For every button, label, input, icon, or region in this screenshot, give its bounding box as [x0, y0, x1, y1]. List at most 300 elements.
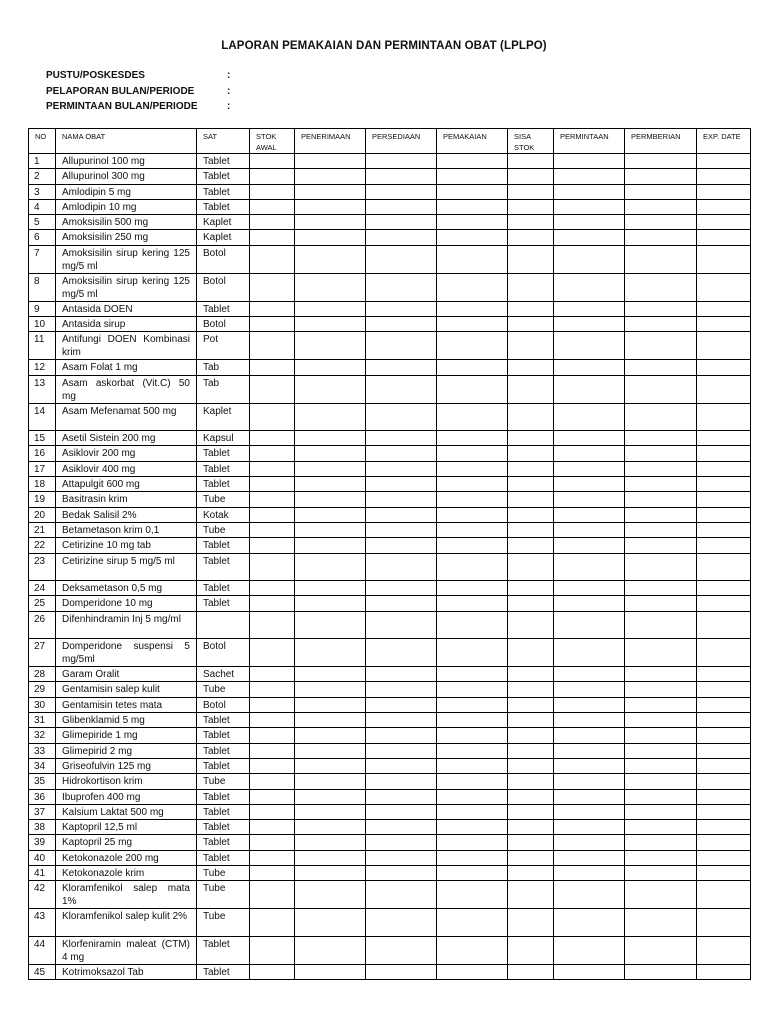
cell-sisa-stok[interactable]: [508, 743, 554, 758]
cell-penerimaan[interactable]: [295, 909, 366, 937]
cell-stok-awal[interactable]: [250, 728, 295, 743]
cell-permintaan[interactable]: [554, 375, 625, 403]
cell-exp-date[interactable]: [697, 667, 751, 682]
cell-stok-awal[interactable]: [250, 596, 295, 611]
cell-permintaan[interactable]: [554, 909, 625, 937]
cell-stok-awal[interactable]: [250, 553, 295, 581]
cell-penerimaan[interactable]: [295, 492, 366, 507]
cell-permintaan[interactable]: [554, 154, 625, 169]
cell-pemakaian[interactable]: [437, 301, 508, 316]
cell-exp-date[interactable]: [697, 360, 751, 375]
cell-sisa-stok[interactable]: [508, 964, 554, 979]
cell-penerimaan[interactable]: [295, 804, 366, 819]
cell-exp-date[interactable]: [697, 581, 751, 596]
cell-sisa-stok[interactable]: [508, 538, 554, 553]
cell-permberian[interactable]: [625, 553, 697, 581]
cell-permintaan[interactable]: [554, 553, 625, 581]
cell-pemakaian[interactable]: [437, 936, 508, 964]
cell-exp-date[interactable]: [697, 317, 751, 332]
cell-penerimaan[interactable]: [295, 461, 366, 476]
cell-permintaan[interactable]: [554, 403, 625, 431]
cell-permintaan[interactable]: [554, 522, 625, 537]
cell-pemakaian[interactable]: [437, 431, 508, 446]
cell-permintaan[interactable]: [554, 667, 625, 682]
cell-stok-awal[interactable]: [250, 964, 295, 979]
cell-exp-date[interactable]: [697, 273, 751, 301]
cell-sisa-stok[interactable]: [508, 596, 554, 611]
cell-persediaan[interactable]: [366, 743, 437, 758]
cell-permintaan[interactable]: [554, 230, 625, 245]
cell-penerimaan[interactable]: [295, 477, 366, 492]
cell-stok-awal[interactable]: [250, 199, 295, 214]
cell-permberian[interactable]: [625, 245, 697, 273]
cell-sisa-stok[interactable]: [508, 804, 554, 819]
cell-persediaan[interactable]: [366, 230, 437, 245]
cell-pemakaian[interactable]: [437, 317, 508, 332]
cell-sisa-stok[interactable]: [508, 492, 554, 507]
cell-persediaan[interactable]: [366, 507, 437, 522]
cell-permberian[interactable]: [625, 431, 697, 446]
cell-pemakaian[interactable]: [437, 881, 508, 909]
cell-permberian[interactable]: [625, 667, 697, 682]
cell-sisa-stok[interactable]: [508, 477, 554, 492]
cell-exp-date[interactable]: [697, 199, 751, 214]
cell-stok-awal[interactable]: [250, 866, 295, 881]
cell-pemakaian[interactable]: [437, 789, 508, 804]
cell-permintaan[interactable]: [554, 360, 625, 375]
cell-stok-awal[interactable]: [250, 639, 295, 667]
cell-stok-awal[interactable]: [250, 230, 295, 245]
cell-pemakaian[interactable]: [437, 713, 508, 728]
cell-stok-awal[interactable]: [250, 713, 295, 728]
cell-permberian[interactable]: [625, 866, 697, 881]
cell-exp-date[interactable]: [697, 431, 751, 446]
cell-penerimaan[interactable]: [295, 169, 366, 184]
cell-exp-date[interactable]: [697, 774, 751, 789]
cell-sisa-stok[interactable]: [508, 273, 554, 301]
cell-penerimaan[interactable]: [295, 774, 366, 789]
cell-penerimaan[interactable]: [295, 507, 366, 522]
cell-penerimaan[interactable]: [295, 697, 366, 712]
cell-penerimaan[interactable]: [295, 522, 366, 537]
cell-permberian[interactable]: [625, 230, 697, 245]
cell-persediaan[interactable]: [366, 581, 437, 596]
cell-exp-date[interactable]: [697, 936, 751, 964]
cell-pemakaian[interactable]: [437, 639, 508, 667]
cell-stok-awal[interactable]: [250, 507, 295, 522]
cell-permberian[interactable]: [625, 199, 697, 214]
cell-sisa-stok[interactable]: [508, 611, 554, 639]
cell-persediaan[interactable]: [366, 301, 437, 316]
cell-permberian[interactable]: [625, 492, 697, 507]
cell-exp-date[interactable]: [697, 215, 751, 230]
cell-stok-awal[interactable]: [250, 758, 295, 773]
cell-exp-date[interactable]: [697, 538, 751, 553]
cell-persediaan[interactable]: [366, 639, 437, 667]
cell-permberian[interactable]: [625, 697, 697, 712]
cell-permintaan[interactable]: [554, 431, 625, 446]
cell-exp-date[interactable]: [697, 492, 751, 507]
cell-permintaan[interactable]: [554, 728, 625, 743]
cell-exp-date[interactable]: [697, 728, 751, 743]
cell-persediaan[interactable]: [366, 245, 437, 273]
cell-permberian[interactable]: [625, 835, 697, 850]
cell-pemakaian[interactable]: [437, 728, 508, 743]
cell-permintaan[interactable]: [554, 774, 625, 789]
cell-pemakaian[interactable]: [437, 538, 508, 553]
cell-permintaan[interactable]: [554, 611, 625, 639]
cell-pemakaian[interactable]: [437, 492, 508, 507]
cell-exp-date[interactable]: [697, 375, 751, 403]
cell-permberian[interactable]: [625, 804, 697, 819]
cell-persediaan[interactable]: [366, 522, 437, 537]
cell-stok-awal[interactable]: [250, 774, 295, 789]
cell-stok-awal[interactable]: [250, 403, 295, 431]
cell-persediaan[interactable]: [366, 682, 437, 697]
cell-penerimaan[interactable]: [295, 743, 366, 758]
cell-persediaan[interactable]: [366, 317, 437, 332]
cell-exp-date[interactable]: [697, 245, 751, 273]
cell-permintaan[interactable]: [554, 317, 625, 332]
cell-permberian[interactable]: [625, 477, 697, 492]
cell-pemakaian[interactable]: [437, 360, 508, 375]
cell-permberian[interactable]: [625, 332, 697, 360]
cell-stok-awal[interactable]: [250, 317, 295, 332]
cell-permintaan[interactable]: [554, 446, 625, 461]
cell-sisa-stok[interactable]: [508, 375, 554, 403]
cell-sisa-stok[interactable]: [508, 881, 554, 909]
cell-penerimaan[interactable]: [295, 403, 366, 431]
cell-persediaan[interactable]: [366, 667, 437, 682]
cell-exp-date[interactable]: [697, 850, 751, 865]
cell-sisa-stok[interactable]: [508, 317, 554, 332]
cell-penerimaan[interactable]: [295, 820, 366, 835]
cell-stok-awal[interactable]: [250, 538, 295, 553]
cell-permberian[interactable]: [625, 936, 697, 964]
cell-sisa-stok[interactable]: [508, 682, 554, 697]
cell-exp-date[interactable]: [697, 446, 751, 461]
cell-sisa-stok[interactable]: [508, 758, 554, 773]
cell-stok-awal[interactable]: [250, 492, 295, 507]
cell-permintaan[interactable]: [554, 866, 625, 881]
cell-pemakaian[interactable]: [437, 461, 508, 476]
cell-penerimaan[interactable]: [295, 611, 366, 639]
cell-sisa-stok[interactable]: [508, 820, 554, 835]
cell-penerimaan[interactable]: [295, 375, 366, 403]
cell-exp-date[interactable]: [697, 835, 751, 850]
cell-sisa-stok[interactable]: [508, 667, 554, 682]
cell-permintaan[interactable]: [554, 743, 625, 758]
cell-persediaan[interactable]: [366, 553, 437, 581]
cell-sisa-stok[interactable]: [508, 553, 554, 581]
cell-permberian[interactable]: [625, 581, 697, 596]
cell-persediaan[interactable]: [366, 909, 437, 937]
cell-penerimaan[interactable]: [295, 154, 366, 169]
cell-penerimaan[interactable]: [295, 317, 366, 332]
cell-permberian[interactable]: [625, 301, 697, 316]
cell-exp-date[interactable]: [697, 507, 751, 522]
cell-persediaan[interactable]: [366, 538, 437, 553]
cell-permintaan[interactable]: [554, 789, 625, 804]
cell-persediaan[interactable]: [366, 713, 437, 728]
cell-permberian[interactable]: [625, 596, 697, 611]
cell-penerimaan[interactable]: [295, 553, 366, 581]
cell-penerimaan[interactable]: [295, 446, 366, 461]
cell-sisa-stok[interactable]: [508, 936, 554, 964]
cell-sisa-stok[interactable]: [508, 154, 554, 169]
cell-stok-awal[interactable]: [250, 909, 295, 937]
cell-sisa-stok[interactable]: [508, 789, 554, 804]
cell-permintaan[interactable]: [554, 199, 625, 214]
cell-penerimaan[interactable]: [295, 273, 366, 301]
cell-permberian[interactable]: [625, 538, 697, 553]
cell-penerimaan[interactable]: [295, 301, 366, 316]
cell-sisa-stok[interactable]: [508, 866, 554, 881]
cell-sisa-stok[interactable]: [508, 697, 554, 712]
cell-pemakaian[interactable]: [437, 184, 508, 199]
cell-pemakaian[interactable]: [437, 553, 508, 581]
cell-persediaan[interactable]: [366, 804, 437, 819]
cell-stok-awal[interactable]: [250, 477, 295, 492]
cell-penerimaan[interactable]: [295, 332, 366, 360]
cell-permintaan[interactable]: [554, 245, 625, 273]
cell-permberian[interactable]: [625, 360, 697, 375]
cell-permintaan[interactable]: [554, 820, 625, 835]
cell-stok-awal[interactable]: [250, 446, 295, 461]
cell-sisa-stok[interactable]: [508, 301, 554, 316]
cell-permberian[interactable]: [625, 215, 697, 230]
cell-permberian[interactable]: [625, 507, 697, 522]
cell-exp-date[interactable]: [697, 964, 751, 979]
cell-permintaan[interactable]: [554, 804, 625, 819]
cell-penerimaan[interactable]: [295, 850, 366, 865]
cell-pemakaian[interactable]: [437, 909, 508, 937]
cell-persediaan[interactable]: [366, 273, 437, 301]
cell-exp-date[interactable]: [697, 758, 751, 773]
cell-persediaan[interactable]: [366, 332, 437, 360]
cell-persediaan[interactable]: [366, 774, 437, 789]
cell-persediaan[interactable]: [366, 789, 437, 804]
cell-sisa-stok[interactable]: [508, 522, 554, 537]
cell-exp-date[interactable]: [697, 804, 751, 819]
cell-stok-awal[interactable]: [250, 245, 295, 273]
cell-penerimaan[interactable]: [295, 667, 366, 682]
cell-pemakaian[interactable]: [437, 581, 508, 596]
cell-permberian[interactable]: [625, 728, 697, 743]
cell-sisa-stok[interactable]: [508, 431, 554, 446]
cell-pemakaian[interactable]: [437, 446, 508, 461]
cell-permberian[interactable]: [625, 611, 697, 639]
cell-sisa-stok[interactable]: [508, 184, 554, 199]
cell-sisa-stok[interactable]: [508, 403, 554, 431]
cell-stok-awal[interactable]: [250, 375, 295, 403]
cell-pemakaian[interactable]: [437, 332, 508, 360]
cell-pemakaian[interactable]: [437, 477, 508, 492]
cell-persediaan[interactable]: [366, 964, 437, 979]
cell-penerimaan[interactable]: [295, 835, 366, 850]
cell-stok-awal[interactable]: [250, 881, 295, 909]
cell-sisa-stok[interactable]: [508, 215, 554, 230]
cell-stok-awal[interactable]: [250, 154, 295, 169]
cell-penerimaan[interactable]: [295, 215, 366, 230]
cell-permintaan[interactable]: [554, 477, 625, 492]
cell-exp-date[interactable]: [697, 461, 751, 476]
cell-exp-date[interactable]: [697, 789, 751, 804]
cell-permberian[interactable]: [625, 169, 697, 184]
cell-sisa-stok[interactable]: [508, 230, 554, 245]
cell-pemakaian[interactable]: [437, 230, 508, 245]
cell-pemakaian[interactable]: [437, 667, 508, 682]
cell-persediaan[interactable]: [366, 184, 437, 199]
cell-pemakaian[interactable]: [437, 403, 508, 431]
cell-permintaan[interactable]: [554, 596, 625, 611]
cell-permberian[interactable]: [625, 713, 697, 728]
cell-stok-awal[interactable]: [250, 360, 295, 375]
cell-pemakaian[interactable]: [437, 964, 508, 979]
cell-stok-awal[interactable]: [250, 273, 295, 301]
cell-persediaan[interactable]: [366, 431, 437, 446]
cell-exp-date[interactable]: [697, 697, 751, 712]
cell-exp-date[interactable]: [697, 332, 751, 360]
cell-sisa-stok[interactable]: [508, 835, 554, 850]
cell-stok-awal[interactable]: [250, 461, 295, 476]
cell-exp-date[interactable]: [697, 403, 751, 431]
cell-stok-awal[interactable]: [250, 522, 295, 537]
cell-persediaan[interactable]: [366, 360, 437, 375]
cell-pemakaian[interactable]: [437, 169, 508, 184]
cell-permberian[interactable]: [625, 446, 697, 461]
cell-permberian[interactable]: [625, 639, 697, 667]
cell-persediaan[interactable]: [366, 866, 437, 881]
cell-pemakaian[interactable]: [437, 850, 508, 865]
cell-persediaan[interactable]: [366, 936, 437, 964]
cell-sisa-stok[interactable]: [508, 332, 554, 360]
cell-exp-date[interactable]: [697, 169, 751, 184]
cell-penerimaan[interactable]: [295, 639, 366, 667]
cell-permberian[interactable]: [625, 461, 697, 476]
cell-permberian[interactable]: [625, 375, 697, 403]
cell-permintaan[interactable]: [554, 461, 625, 476]
cell-permintaan[interactable]: [554, 682, 625, 697]
cell-penerimaan[interactable]: [295, 936, 366, 964]
cell-stok-awal[interactable]: [250, 667, 295, 682]
cell-permberian[interactable]: [625, 154, 697, 169]
cell-penerimaan[interactable]: [295, 713, 366, 728]
cell-permintaan[interactable]: [554, 538, 625, 553]
cell-stok-awal[interactable]: [250, 301, 295, 316]
cell-stok-awal[interactable]: [250, 804, 295, 819]
cell-exp-date[interactable]: [697, 743, 751, 758]
cell-exp-date[interactable]: [697, 713, 751, 728]
cell-persediaan[interactable]: [366, 820, 437, 835]
cell-stok-awal[interactable]: [250, 581, 295, 596]
cell-pemakaian[interactable]: [437, 866, 508, 881]
cell-pemakaian[interactable]: [437, 215, 508, 230]
cell-permintaan[interactable]: [554, 215, 625, 230]
cell-persediaan[interactable]: [366, 596, 437, 611]
cell-permberian[interactable]: [625, 881, 697, 909]
cell-sisa-stok[interactable]: [508, 713, 554, 728]
cell-persediaan[interactable]: [366, 835, 437, 850]
cell-permintaan[interactable]: [554, 835, 625, 850]
cell-stok-awal[interactable]: [250, 184, 295, 199]
cell-penerimaan[interactable]: [295, 581, 366, 596]
cell-sisa-stok[interactable]: [508, 581, 554, 596]
cell-penerimaan[interactable]: [295, 245, 366, 273]
cell-sisa-stok[interactable]: [508, 199, 554, 214]
cell-permberian[interactable]: [625, 774, 697, 789]
cell-persediaan[interactable]: [366, 375, 437, 403]
cell-pemakaian[interactable]: [437, 375, 508, 403]
cell-persediaan[interactable]: [366, 477, 437, 492]
cell-exp-date[interactable]: [697, 154, 751, 169]
cell-pemakaian[interactable]: [437, 507, 508, 522]
cell-penerimaan[interactable]: [295, 964, 366, 979]
cell-pemakaian[interactable]: [437, 154, 508, 169]
cell-pemakaian[interactable]: [437, 697, 508, 712]
cell-pemakaian[interactable]: [437, 758, 508, 773]
cell-persediaan[interactable]: [366, 169, 437, 184]
cell-permintaan[interactable]: [554, 697, 625, 712]
cell-permintaan[interactable]: [554, 936, 625, 964]
cell-permintaan[interactable]: [554, 581, 625, 596]
cell-stok-awal[interactable]: [250, 682, 295, 697]
cell-stok-awal[interactable]: [250, 835, 295, 850]
cell-persediaan[interactable]: [366, 850, 437, 865]
cell-persediaan[interactable]: [366, 697, 437, 712]
cell-penerimaan[interactable]: [295, 360, 366, 375]
cell-persediaan[interactable]: [366, 154, 437, 169]
cell-penerimaan[interactable]: [295, 728, 366, 743]
cell-stok-awal[interactable]: [250, 820, 295, 835]
cell-permberian[interactable]: [625, 273, 697, 301]
cell-exp-date[interactable]: [697, 611, 751, 639]
cell-sisa-stok[interactable]: [508, 639, 554, 667]
cell-persediaan[interactable]: [366, 461, 437, 476]
cell-pemakaian[interactable]: [437, 682, 508, 697]
cell-permintaan[interactable]: [554, 169, 625, 184]
cell-exp-date[interactable]: [697, 301, 751, 316]
cell-penerimaan[interactable]: [295, 789, 366, 804]
cell-permberian[interactable]: [625, 682, 697, 697]
cell-pemakaian[interactable]: [437, 596, 508, 611]
cell-permberian[interactable]: [625, 184, 697, 199]
cell-stok-awal[interactable]: [250, 431, 295, 446]
cell-stok-awal[interactable]: [250, 697, 295, 712]
cell-penerimaan[interactable]: [295, 230, 366, 245]
cell-persediaan[interactable]: [366, 611, 437, 639]
cell-exp-date[interactable]: [697, 553, 751, 581]
cell-exp-date[interactable]: [697, 522, 751, 537]
cell-permintaan[interactable]: [554, 964, 625, 979]
cell-sisa-stok[interactable]: [508, 169, 554, 184]
cell-permberian[interactable]: [625, 743, 697, 758]
cell-pemakaian[interactable]: [437, 774, 508, 789]
cell-stok-awal[interactable]: [250, 611, 295, 639]
cell-persediaan[interactable]: [366, 758, 437, 773]
cell-exp-date[interactable]: [697, 820, 751, 835]
cell-penerimaan[interactable]: [295, 538, 366, 553]
cell-permintaan[interactable]: [554, 184, 625, 199]
cell-sisa-stok[interactable]: [508, 774, 554, 789]
cell-sisa-stok[interactable]: [508, 728, 554, 743]
cell-persediaan[interactable]: [366, 215, 437, 230]
cell-penerimaan[interactable]: [295, 866, 366, 881]
cell-sisa-stok[interactable]: [508, 360, 554, 375]
cell-permintaan[interactable]: [554, 507, 625, 522]
cell-permintaan[interactable]: [554, 332, 625, 360]
cell-pemakaian[interactable]: [437, 743, 508, 758]
